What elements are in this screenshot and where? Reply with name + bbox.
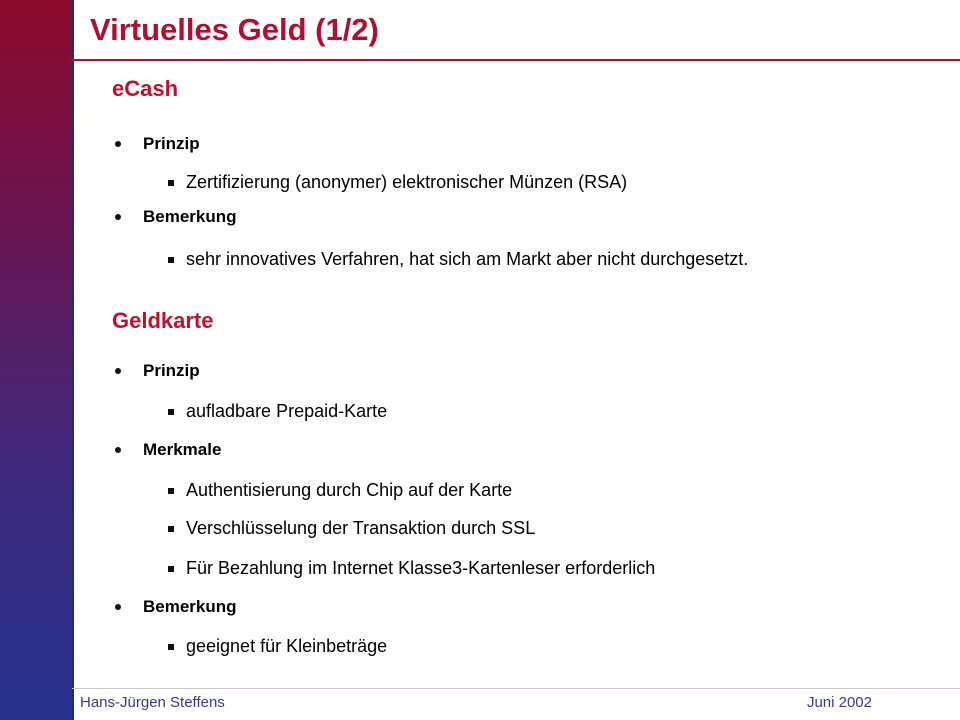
sub-list-item-text: geeignet für Kleinbeträge xyxy=(186,636,388,656)
bullet-dot-icon xyxy=(115,447,121,453)
bullet-dot-icon xyxy=(115,141,121,147)
sub-list-item xyxy=(168,518,535,539)
list-item xyxy=(112,597,237,617)
bullet-dot-icon xyxy=(115,604,121,610)
sub-list-item xyxy=(168,558,655,579)
sub-list-item-text: Authentisierung durch Chip auf der Karte xyxy=(186,480,513,500)
bullet-dot-icon xyxy=(115,214,121,220)
sub-list-item-text: Zertifizierung (anonymer) elektronischer Münzen (RSA) xyxy=(186,172,628,192)
list-item xyxy=(112,361,200,381)
sub-list-item-text: aufladbare Prepaid-Karte xyxy=(186,401,388,421)
bullet-square-icon xyxy=(168,488,174,494)
sub-list-item-text: Verschlüsselung der Transaktion durch SSL xyxy=(186,518,536,538)
bullet-square-icon xyxy=(168,566,174,572)
list-item xyxy=(112,207,237,227)
list-item xyxy=(112,440,221,460)
sidebar-edge-line xyxy=(72,0,74,720)
bullet-square-icon xyxy=(168,644,174,650)
footer-author: Hans-Jürgen Steffens xyxy=(80,694,225,711)
bullet-dot-icon xyxy=(115,368,121,374)
footer-divider xyxy=(72,688,960,689)
sub-list-item xyxy=(168,249,748,270)
section-heading-ecash: eCash xyxy=(112,76,179,101)
list-item-label: Merkmale xyxy=(143,440,222,459)
list-item-label: Prinzip xyxy=(143,134,200,153)
sidebar-gradient-bar xyxy=(0,0,72,720)
list-item-label: Bemerkung xyxy=(143,597,237,616)
list-item xyxy=(112,134,200,154)
bullet-square-icon xyxy=(168,409,174,415)
sub-list-item xyxy=(168,172,627,193)
section-heading-geldkarte: Geldkarte xyxy=(112,308,214,333)
bullet-square-icon xyxy=(168,180,174,186)
sub-list-item-text: sehr innovatives Verfahren, hat sich am Markt aber nicht durchgesetzt. xyxy=(186,249,749,269)
slide-title: Virtuelles Geld (1/2) xyxy=(90,12,379,47)
sub-list-item xyxy=(168,636,387,657)
list-item-label: Prinzip xyxy=(143,361,200,380)
footer-date: Juni 2002 xyxy=(806,694,872,711)
list-item-label: Bemerkung xyxy=(143,207,237,226)
title-underline xyxy=(72,59,960,61)
sub-list-item xyxy=(168,480,512,501)
bullet-square-icon xyxy=(168,257,174,263)
sub-list-item-text: Für Bezahlung im Internet Klasse3-Kartenleser erforderlich xyxy=(186,558,656,578)
bullet-square-icon xyxy=(168,526,174,532)
sub-list-item xyxy=(168,401,387,422)
